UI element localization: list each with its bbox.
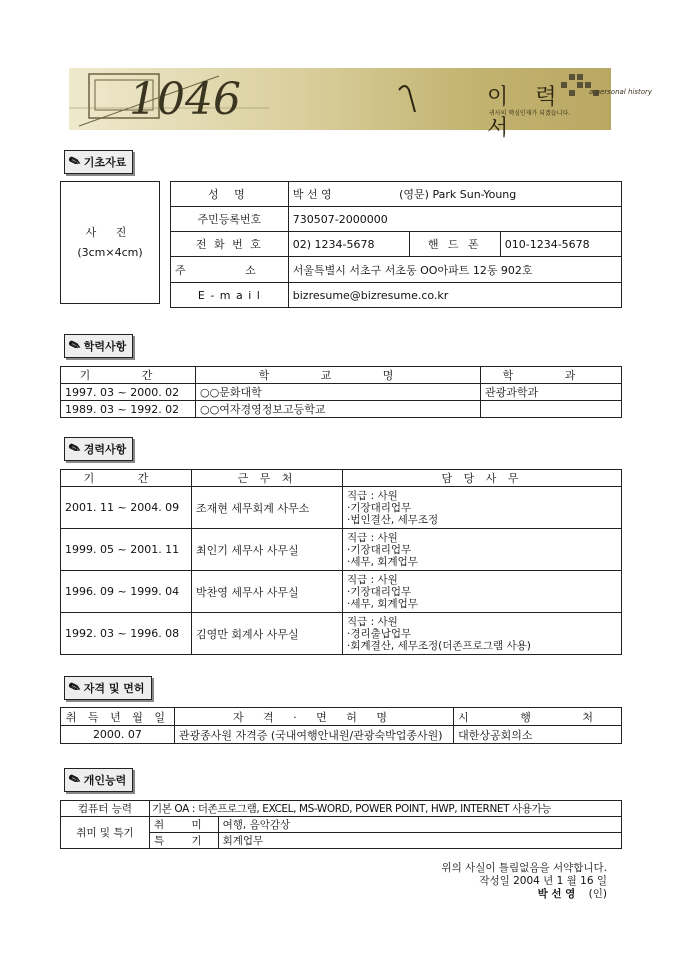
section-basic-title: 기초자료 [83, 156, 127, 169]
duty-line: 직급 : 사원 [347, 489, 398, 502]
career-period: 1992. 03 ~ 1996. 08 [61, 613, 192, 655]
section-career-header [64, 437, 133, 461]
pen-icon: ✎ [66, 439, 84, 459]
edu-period: 1997. 03 ~ 2000. 02 [61, 384, 196, 401]
duty-line: 직급 : 사원 [347, 615, 398, 628]
career-company: 김영만 회계사 사무실 [192, 613, 343, 655]
duty-line: ·법인결산, 세무조정 [347, 513, 439, 526]
english-value: Park Sun-Young [432, 188, 517, 201]
edu-header-school: 학 교 명 [196, 367, 481, 384]
hobby-label: 취 미 [150, 817, 219, 833]
career-period: 1996. 09 ~ 1999. 04 [61, 571, 192, 613]
table-row [61, 726, 622, 744]
mobile-value: 010-1234-5678 [500, 232, 621, 257]
section-skills-title: 개인능력 [83, 774, 127, 787]
special-value: 회계업무 [218, 833, 621, 849]
career-header-duties: 담 당 사 무 [343, 470, 622, 487]
edu-school: ○○여자경영정보고등학교 [196, 401, 481, 418]
section-skills-header [64, 768, 133, 792]
photo-placeholder [61, 182, 160, 304]
table-row [61, 401, 622, 418]
career-company: 박찬영 세무사 사무실 [192, 571, 343, 613]
career-duties [343, 613, 622, 655]
pen-icon: ✎ [66, 678, 84, 698]
table-row [61, 613, 622, 655]
table-row [61, 487, 622, 529]
table-row [61, 571, 622, 613]
name-cell [288, 182, 621, 207]
license-date: 2000. 07 [61, 726, 175, 744]
basic-info-table [170, 181, 622, 308]
computer-value: 기본 OA : 더존프로그램, EXCEL, MS-WORD, POWER POINT, HWP, INTERNET 사용가능 [150, 801, 622, 817]
id-value: 730507-2000000 [288, 207, 621, 232]
edu-header-major: 학 과 [481, 367, 622, 384]
section-education-title: 학력사항 [83, 340, 127, 353]
edu-period: 1989. 03 ~ 1992. 02 [61, 401, 196, 418]
photo-size: (3cm×4cm) [77, 245, 143, 259]
career-period: 2001. 11 ~ 2004. 09 [61, 487, 192, 529]
english-label: (영문) [399, 188, 429, 201]
duty-line: ·기장대리업무 [347, 585, 412, 598]
signature-name: 박 선 영 [537, 888, 576, 900]
career-duties [343, 571, 622, 613]
license-header-issuer: 시 행 처 [454, 708, 622, 726]
id-label: 주민등록번호 [171, 207, 289, 232]
skills-table [60, 800, 622, 849]
email-label: E - m a i l [171, 283, 289, 308]
pen-icon: ✎ [66, 336, 84, 356]
signature-seal: (인) [588, 888, 607, 900]
mobile-label: 핸 드 폰 [409, 232, 500, 257]
basic-photo-box [60, 181, 160, 304]
phone-value: 02) 1234-5678 [288, 232, 409, 257]
duty-line: 직급 : 사원 [347, 531, 398, 544]
career-period: 1999. 05 ~ 2001. 11 [61, 529, 192, 571]
table-row [61, 384, 622, 401]
pen-icon: ✎ [66, 770, 84, 790]
table-row [61, 529, 622, 571]
address-value: 서울특별시 서초구 서초동 OO아파트 12동 902호 [288, 257, 621, 283]
edu-school: ○○문화대학 [196, 384, 481, 401]
section-license-title: 자격 및 면허 [83, 682, 145, 695]
email-value: bizresume@bizresume.co.kr [288, 283, 621, 308]
header-banner [69, 68, 653, 141]
license-issuer: 대한상공회의소 [454, 726, 622, 744]
duty-line: ·기장대리업무 [347, 501, 412, 514]
phone-label: 전 화 번 호 [171, 232, 289, 257]
signature-name-line [442, 888, 608, 901]
duty-line: ·회계결산, 세무조정(더존프로그램 사용) [347, 639, 531, 652]
signature-statement: 위의 사실이 틀림없음을 서약합니다. [441, 862, 607, 874]
edu-major [481, 401, 622, 418]
banner-subtitle: a personal history [589, 88, 653, 96]
duty-line: 직급 : 사원 [347, 573, 398, 586]
hobby-group-label: 취미 및 특기 [61, 817, 150, 849]
career-header-period: 기 간 [61, 470, 192, 487]
edu-header-period: 기 간 [61, 367, 196, 384]
section-license-header [64, 676, 152, 700]
duty-line: ·세무, 회계업무 [347, 555, 418, 568]
signature-date: 작성일 2004 년 1 월 16 일 [479, 875, 607, 887]
special-label: 특 기 [150, 833, 219, 849]
section-basic-header [64, 150, 133, 174]
edu-major: 관광과학과 [481, 384, 622, 401]
banner-tagline: 귀사의 핵심인재가 되겠습니다. [489, 110, 571, 117]
license-table [60, 707, 622, 744]
license-header-name: 자 격 · 면 허 명 [174, 708, 453, 726]
section-education-header [64, 334, 133, 358]
duty-line: ·기장대리업무 [347, 543, 412, 556]
hobby-value: 여행, 음악감상 [218, 817, 621, 833]
computer-label: 컴퓨터 능력 [61, 801, 150, 817]
photo-label: 사 진 [85, 225, 135, 239]
career-company: 조재현 세무회계 사무소 [192, 487, 343, 529]
education-table [60, 366, 622, 418]
career-table [60, 469, 622, 655]
career-company: 최인기 세무사 사무실 [192, 529, 343, 571]
signature-block [442, 862, 608, 901]
name-label: 성 명 [171, 182, 289, 207]
career-duties [343, 529, 622, 571]
duty-line: ·세무, 회계업무 [347, 597, 418, 610]
career-duties [343, 487, 622, 529]
pen-icon: ✎ [66, 152, 84, 172]
section-career-title: 경력사항 [83, 443, 127, 456]
address-label: 주 소 [171, 257, 289, 283]
career-header-company: 근 무 처 [192, 470, 343, 487]
banner-title: 이 력 서 [487, 85, 567, 141]
duty-line: ·경리출납업무 [347, 627, 412, 640]
banner-numbers: 1046 [129, 74, 241, 125]
license-name: 관광종사원 자격증 (국내여행안내원/관광숙박업종사원) [174, 726, 453, 744]
name-value: 박 선 영 [292, 188, 332, 201]
license-header-date: 취 득 년 월 일 [61, 708, 175, 726]
